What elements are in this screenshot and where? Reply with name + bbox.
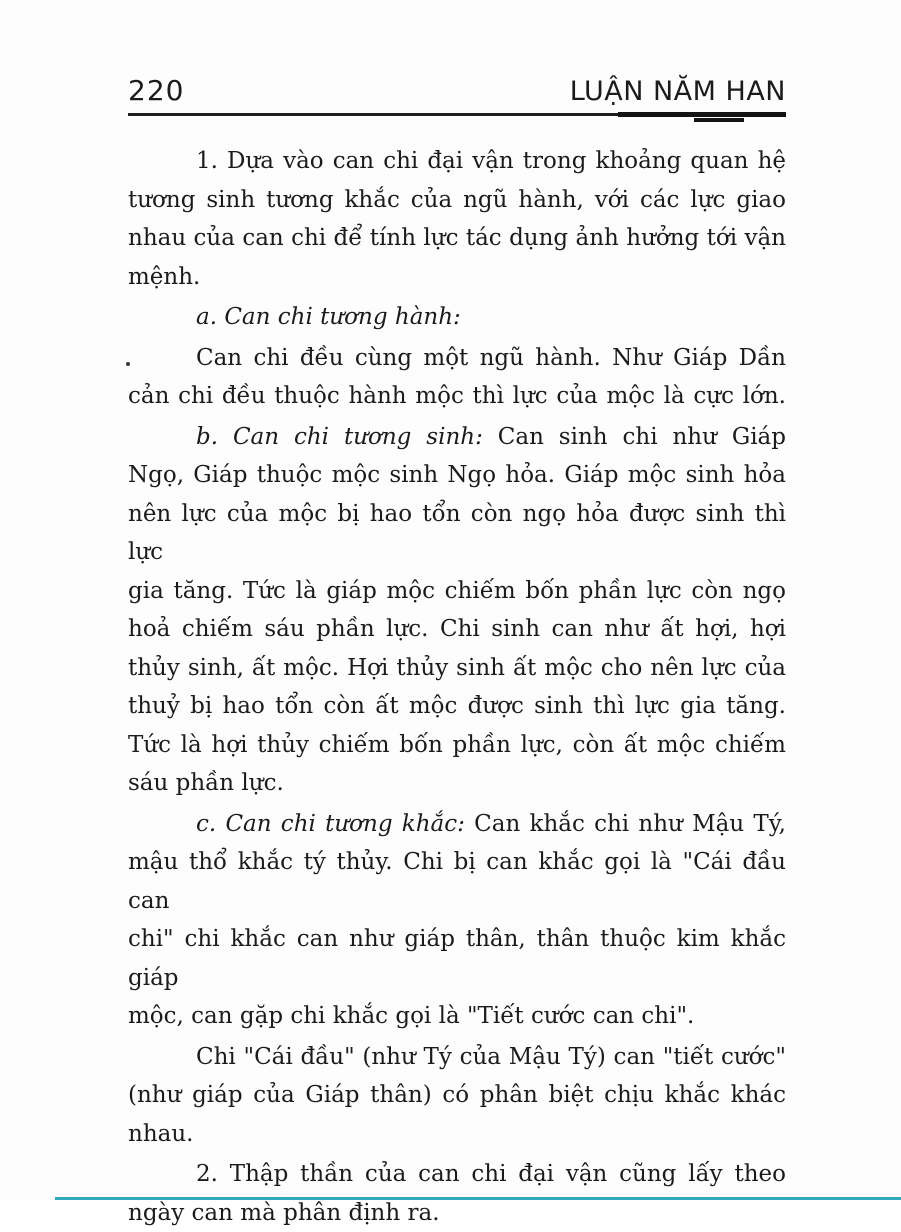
- text-line: [128, 219, 786, 258]
- text-line: [128, 298, 786, 337]
- text-line: [128, 1155, 786, 1194]
- line-text: nhau.: [128, 1121, 193, 1147]
- line-text: chi" chi khắc can như giáp thân, thân thuộc kim khắc giáp: [128, 926, 786, 991]
- italic-heading-text: a. Can chi tương hành:: [196, 304, 461, 330]
- text-line: [128, 687, 786, 726]
- text-line: [128, 1076, 786, 1115]
- line-text: Can khắc chi như Mậu Tý,: [465, 811, 786, 837]
- text-line: [128, 610, 786, 649]
- line-text: Chi "Cái đầu" (như Tý của Mậu Tý) can "tiết cước": [196, 1044, 786, 1070]
- text-line: [128, 572, 786, 611]
- line-text: ngày can mà phân định ra.: [128, 1200, 440, 1226]
- text-line: [128, 1038, 786, 1077]
- line-text: Can chi đều cùng một ngũ hành. Như Giáp Dần: [196, 345, 786, 371]
- paragraph-c: [128, 805, 786, 1036]
- paragraph-b: [128, 418, 786, 803]
- text-line: [128, 142, 786, 181]
- line-text: nên lực của mộc bị hao tổn còn ngọ hỏa được sinh thì lực: [128, 501, 786, 566]
- paragraph-a: [128, 339, 786, 416]
- italic-heading-text: c. Can chi tương khắc:: [196, 811, 465, 837]
- page-body: [128, 142, 786, 1232]
- text-line: [128, 649, 786, 688]
- header-rule-thick-segment: [618, 112, 786, 117]
- line-text: mệnh.: [128, 264, 200, 290]
- line-text: mộc, can gặp chi khắc gọi là "Tiết cước can chi".: [128, 1003, 694, 1029]
- line-text: 1. Dựa vào can chi đại vận trong khoảng quan hệ: [196, 148, 786, 174]
- text-line: [128, 920, 786, 997]
- line-text: Tức là hợi thủy chiếm bốn phần lực, còn ất mộc chiếm: [128, 732, 786, 758]
- text-line: [128, 181, 786, 220]
- text-line: [128, 843, 786, 920]
- line-text: thủy sinh, ất mộc. Hợi thủy sinh ất mộc cho nên lực của: [128, 655, 786, 681]
- line-text: 2. Thập thần của can chi đại vận cũng lấy theo: [196, 1161, 786, 1187]
- line-text: mậu thổ khắc tý thủy. Chi bị can khắc gọi là "Cái đầu can: [128, 849, 786, 914]
- paragraph-cai-dau: [128, 1038, 786, 1154]
- paragraph-2: [128, 1155, 786, 1232]
- running-title: LUẬN NĂM HAN: [570, 76, 786, 107]
- page-header: [128, 74, 786, 107]
- text-line: [128, 339, 786, 378]
- scan-ink-speck: [126, 362, 130, 366]
- line-text: nhau của can chi để tính lực tác dụng ảnh hưởng tới vận: [128, 225, 786, 251]
- text-line: [128, 1115, 786, 1154]
- text-line: [128, 764, 786, 803]
- text-line: [128, 456, 786, 495]
- line-text: gia tăng. Tức là giáp mộc chiếm bốn phần lực còn ngọ: [128, 578, 786, 604]
- text-line: [128, 805, 786, 844]
- header-rule-dash: [694, 118, 744, 122]
- line-text: Ngọ, Giáp thuộc mộc sinh Ngọ hỏa. Giáp mộc sinh hỏa: [128, 462, 786, 488]
- paragraph-1: [128, 142, 786, 296]
- line-text: tương sinh tương khắc của ngũ hành, với các lực giao: [128, 187, 786, 213]
- text-line: [128, 726, 786, 765]
- line-text: thuỷ bị hao tổn còn ất mộc được sinh thì lực gia tăng.: [128, 693, 786, 719]
- page-number: 220: [128, 74, 184, 107]
- text-line: [128, 997, 786, 1036]
- text-line: [128, 258, 786, 297]
- text-line: [128, 418, 786, 457]
- line-text: sáu phần lực.: [128, 770, 284, 796]
- line-text: Can sinh chi như Giáp: [483, 424, 786, 450]
- text-line: [128, 495, 786, 572]
- scan-edge-bar: [55, 1197, 901, 1200]
- line-text: cản chi đều thuộc hành mộc thì lực của mộc là cực lớn.: [128, 383, 786, 409]
- heading-a: [128, 298, 786, 337]
- italic-heading-text: b. Can chi tương sinh:: [196, 424, 483, 450]
- line-text: hoả chiếm sáu phần lực. Chi sinh can như ất hợi, hợi: [128, 616, 786, 642]
- line-text: (như giáp của Giáp thân) có phân biệt chịu khắc khác: [128, 1082, 786, 1108]
- text-line: [128, 377, 786, 416]
